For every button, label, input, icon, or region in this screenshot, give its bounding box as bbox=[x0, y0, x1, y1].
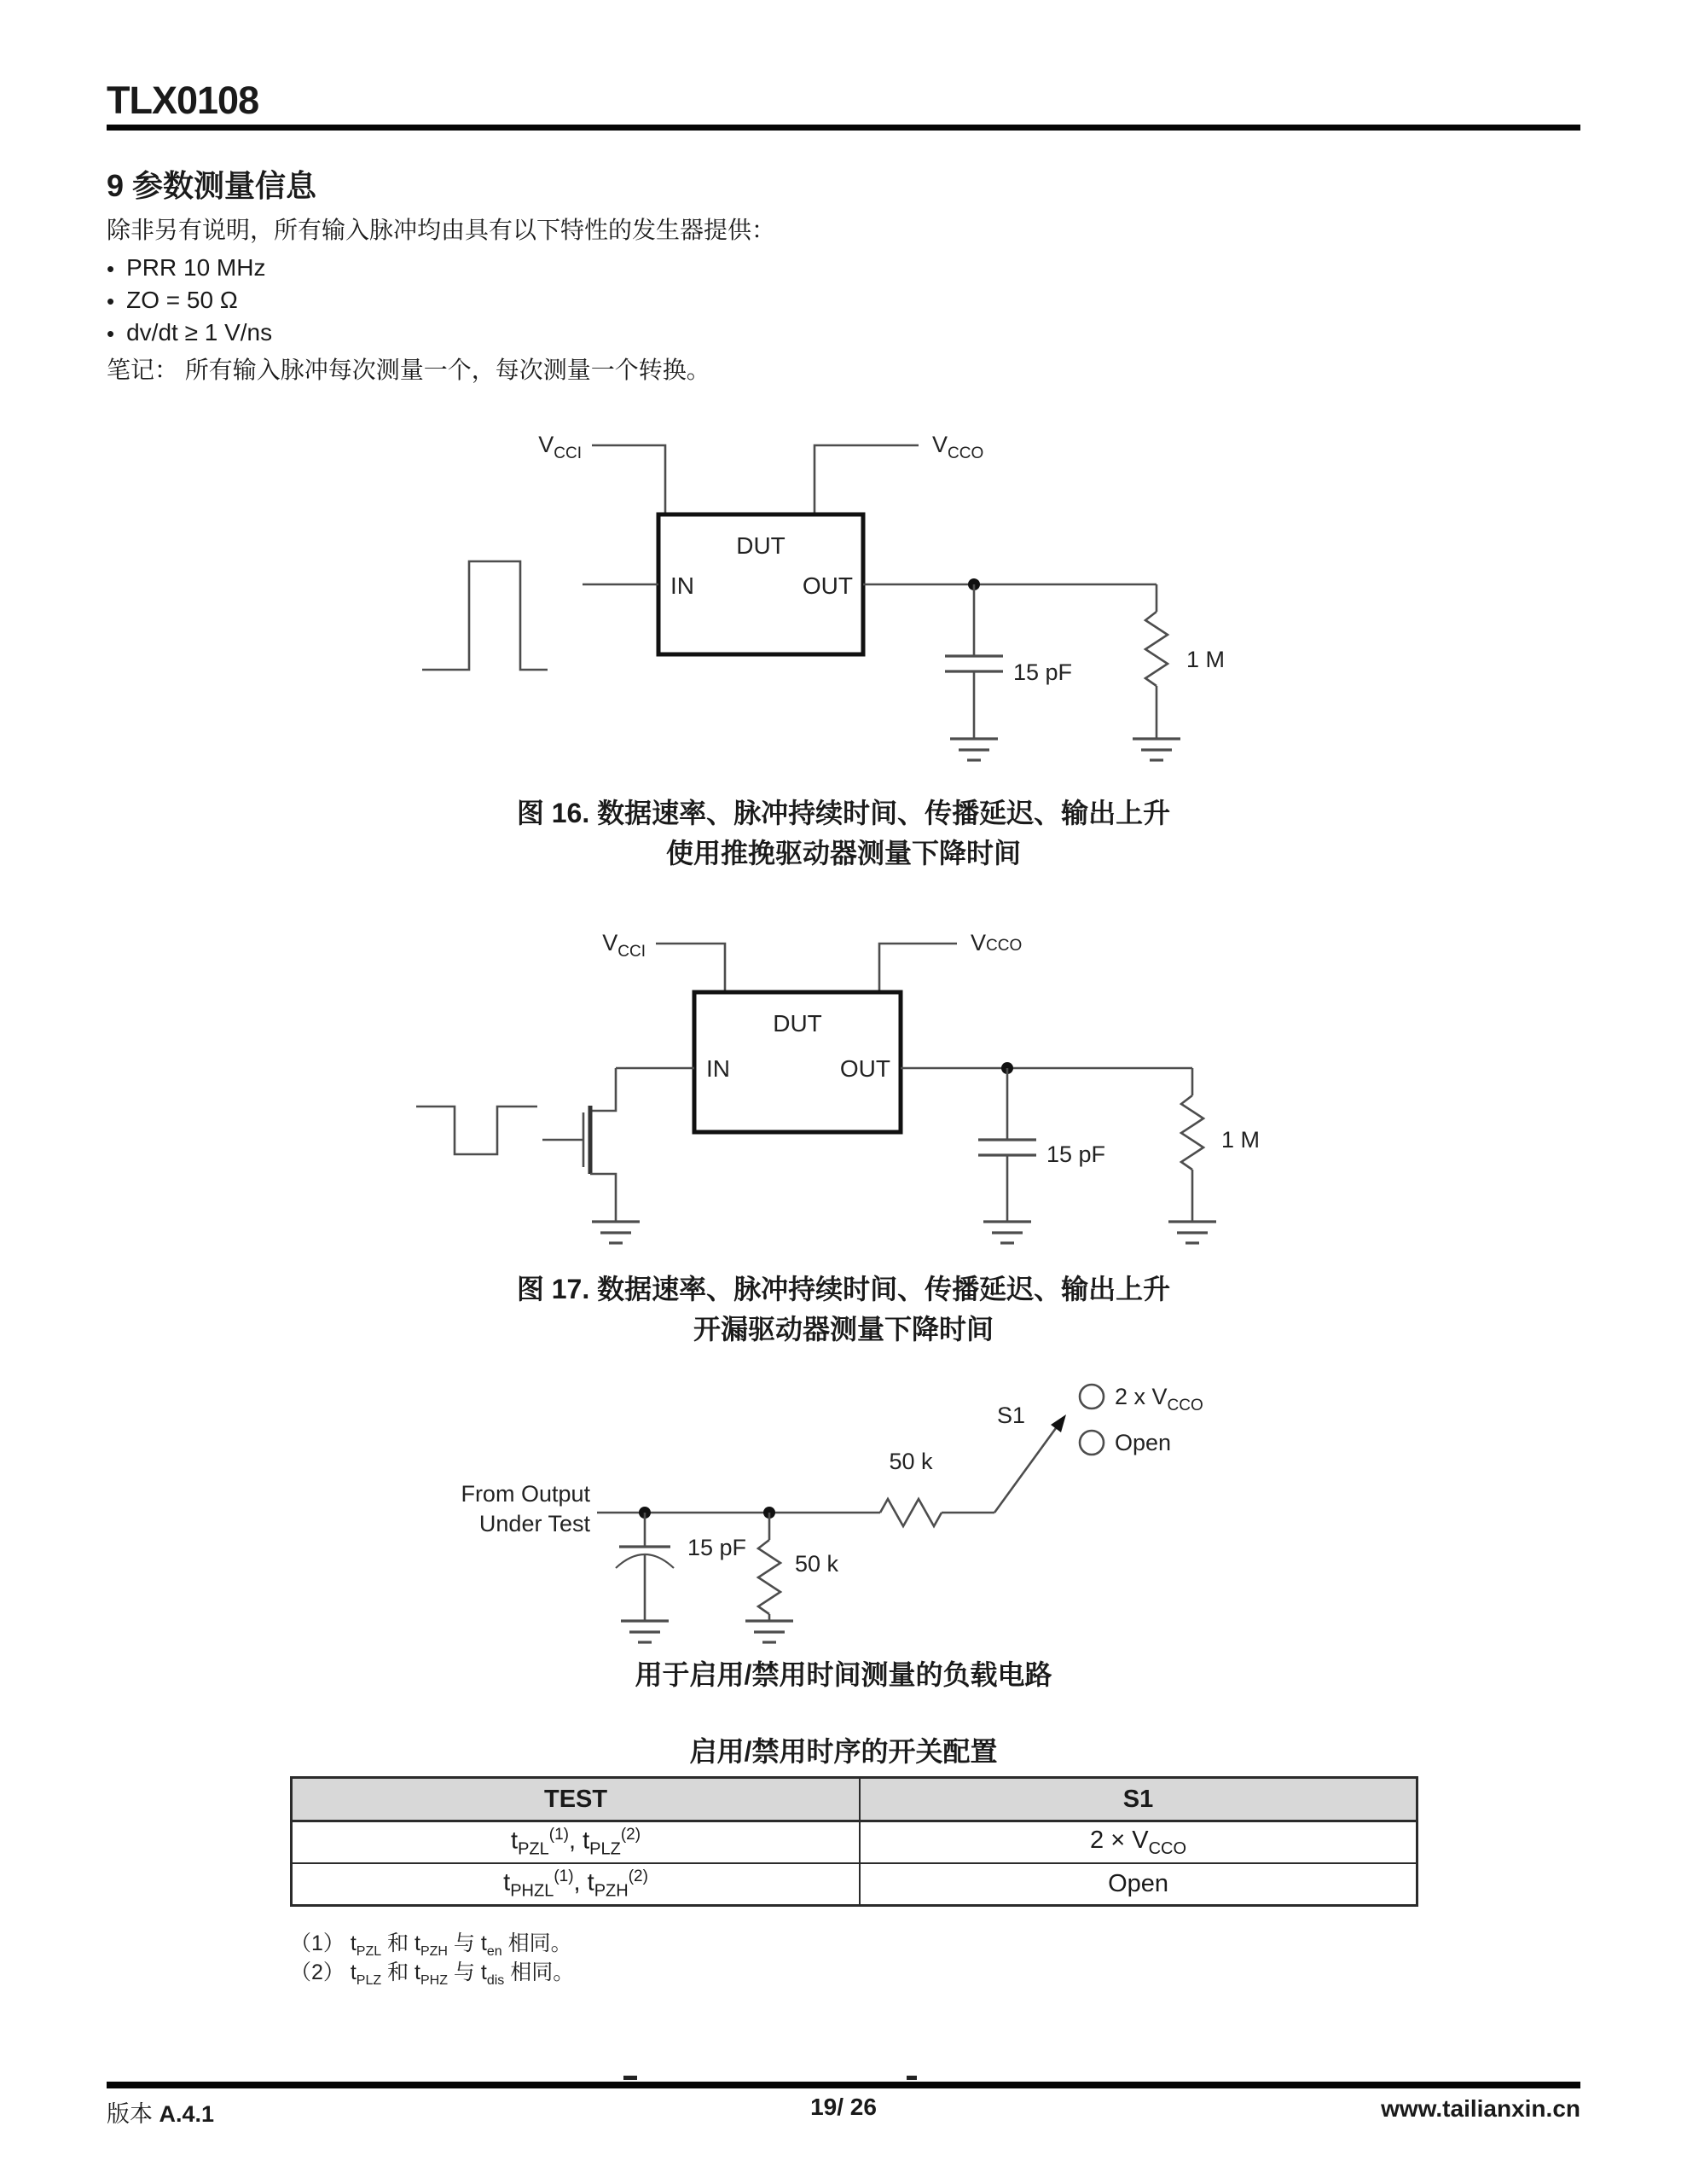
ground-symbol bbox=[621, 1621, 669, 1642]
figure17-caption-line1: 图 17. 数据速率、脉冲持续时间、传播延迟、输出上升 bbox=[516, 1274, 1171, 1304]
input-pulse-waveform bbox=[416, 1107, 537, 1154]
bullet-text: dv/dt ≥ 1 V/ns bbox=[126, 319, 273, 346]
switch-terminal-circle bbox=[1080, 1385, 1104, 1409]
bullet-text: ZO = 50 Ω bbox=[126, 287, 238, 313]
series-resistor-zigzag bbox=[880, 1499, 942, 1526]
footer-website: www.tailianxin.cn bbox=[1381, 2095, 1580, 2122]
vcci-label: $V_{CCI}$ bbox=[602, 930, 646, 961]
out-pin-label: OUT bbox=[802, 572, 853, 599]
vcci-label: $V_{CCI}$ bbox=[538, 432, 582, 462]
terminal2-label: Open bbox=[1115, 1430, 1172, 1455]
vcco-wire bbox=[879, 944, 957, 992]
bullet-icon: • bbox=[107, 256, 115, 282]
column-header-s1: S1 bbox=[860, 1778, 1417, 1821]
vcci-wire bbox=[656, 944, 725, 992]
figure16-caption-line1: 图 16. 数据速率、脉冲持续时间、传播延迟、输出上升 bbox=[516, 798, 1171, 828]
ground-symbol bbox=[950, 739, 998, 760]
footer-tick-mark bbox=[623, 2076, 637, 2080]
s1-cell: Open bbox=[860, 1863, 1417, 1906]
vcco-wire bbox=[815, 445, 919, 514]
shunt-resistor-zigzag bbox=[758, 1540, 780, 1614]
figure17-circuit-diagram bbox=[367, 887, 1305, 1263]
footer-version-value: A.4.1 bbox=[159, 2101, 215, 2127]
vcci-wire bbox=[592, 445, 665, 514]
ground-symbol bbox=[592, 1222, 640, 1243]
document-title: TLX0108 bbox=[107, 78, 259, 122]
ground-symbol bbox=[745, 1621, 793, 1642]
load-circuit-caption: 用于启用/禁用时间测量的负载电路 bbox=[635, 1659, 1052, 1690]
table-header-row bbox=[292, 1778, 1417, 1821]
ground-symbol bbox=[1168, 1222, 1216, 1243]
figure16-circuit-diagram bbox=[384, 401, 1237, 768]
switch-terminal-circle bbox=[1080, 1431, 1104, 1455]
switch-arm bbox=[994, 1428, 1056, 1513]
footer-page-number: 19/ 26 bbox=[810, 2094, 877, 2120]
figure16-caption-line2: 使用推挽驱动器测量下降时间 bbox=[665, 838, 1021, 868]
bullet-icon: • bbox=[107, 321, 115, 346]
section-heading: 9 参数测量信息 bbox=[107, 168, 317, 203]
shunt-resistor-label: 50 k bbox=[795, 1551, 839, 1577]
enable-disable-load-circuit bbox=[409, 1348, 1262, 1648]
out-pin-label: OUT bbox=[839, 1055, 890, 1082]
source-lead bbox=[590, 1174, 616, 1222]
table-title: 启用/禁用时序的开关配置 bbox=[689, 1736, 998, 1767]
input-pulse-waveform bbox=[422, 561, 548, 670]
resistor-value-label: 1 M bbox=[1221, 1127, 1261, 1153]
switch-arrowhead-icon bbox=[1051, 1414, 1066, 1432]
figure17-caption-line2: 开漏驱动器测量下降时间 bbox=[693, 1314, 994, 1345]
test-cell: $t_{PHZL}^{(1)}$, $t_{PZH}^{(2)}$ bbox=[292, 1863, 861, 1906]
drain-lead bbox=[590, 1068, 616, 1111]
header-rule bbox=[107, 125, 1580, 131]
switch-configuration-table bbox=[290, 1776, 1418, 1907]
ground-symbol bbox=[1133, 739, 1180, 760]
vcco-label: VCCO bbox=[971, 930, 1023, 956]
resistor-zigzag bbox=[1145, 612, 1168, 686]
capacitor-value-label: 15 pF bbox=[1046, 1141, 1106, 1167]
capacitor-value-label: 15 pF bbox=[1013, 659, 1073, 685]
footer-tick-mark bbox=[907, 2076, 917, 2080]
in-pin-label: IN bbox=[706, 1055, 730, 1082]
test-cell: $t_{PZL}^{(1)}$, $t_{PLZ}^{(2)}$ bbox=[292, 1821, 861, 1864]
terminal1-label: 2 x $V_{CCO}$ bbox=[1115, 1384, 1203, 1414]
footnote-2: （2） $t_{PLZ}$ 和 $t_{PHZ}$ 与 $t_{dis}$ 相同。 bbox=[290, 1960, 575, 1988]
bullet-text: PRR 10 MHz bbox=[126, 254, 266, 281]
bullet-item bbox=[107, 319, 272, 348]
table-row bbox=[292, 1863, 1417, 1906]
nmos-transistor bbox=[542, 1068, 640, 1243]
resistor-zigzag bbox=[1181, 1095, 1203, 1170]
series-resistor-label: 50 k bbox=[889, 1449, 933, 1474]
dut-label: DUT bbox=[773, 1010, 822, 1037]
intro-text: 除非另有说明，所有输入脉冲均由具有以下特性的发生器提供： bbox=[107, 217, 776, 243]
ground-symbol bbox=[983, 1222, 1031, 1243]
footnote-1: （1） $t_{PZL}$ 和 $t_{PZH}$ 与 $t_{en}$ 相同。 bbox=[290, 1931, 572, 1959]
switch-label: S1 bbox=[996, 1403, 1025, 1428]
note-text: 笔记： 所有输入脉冲每次测量一个，每次测量一个转换。 bbox=[107, 357, 710, 383]
footer-version-label: 版本 bbox=[107, 2101, 159, 2127]
dut-label: DUT bbox=[736, 532, 786, 559]
footer-rule bbox=[107, 2082, 1580, 2088]
source-label-line1: From Output bbox=[461, 1481, 590, 1507]
s1-cell: $2 \times V_{CCO}$ bbox=[860, 1821, 1417, 1864]
bullet-icon: • bbox=[107, 288, 115, 314]
vcco-label: $V_{CCO}$ bbox=[932, 432, 984, 462]
bullet-item bbox=[107, 254, 265, 283]
bullet-item bbox=[107, 287, 238, 316]
resistor-value-label: 1 M bbox=[1186, 647, 1226, 672]
capacitor-value-label: 15 pF bbox=[687, 1535, 747, 1560]
table-row bbox=[292, 1821, 1417, 1864]
column-header-test: TEST bbox=[292, 1778, 861, 1821]
source-label-line2: Under Test bbox=[478, 1511, 590, 1536]
in-pin-label: IN bbox=[670, 572, 694, 599]
